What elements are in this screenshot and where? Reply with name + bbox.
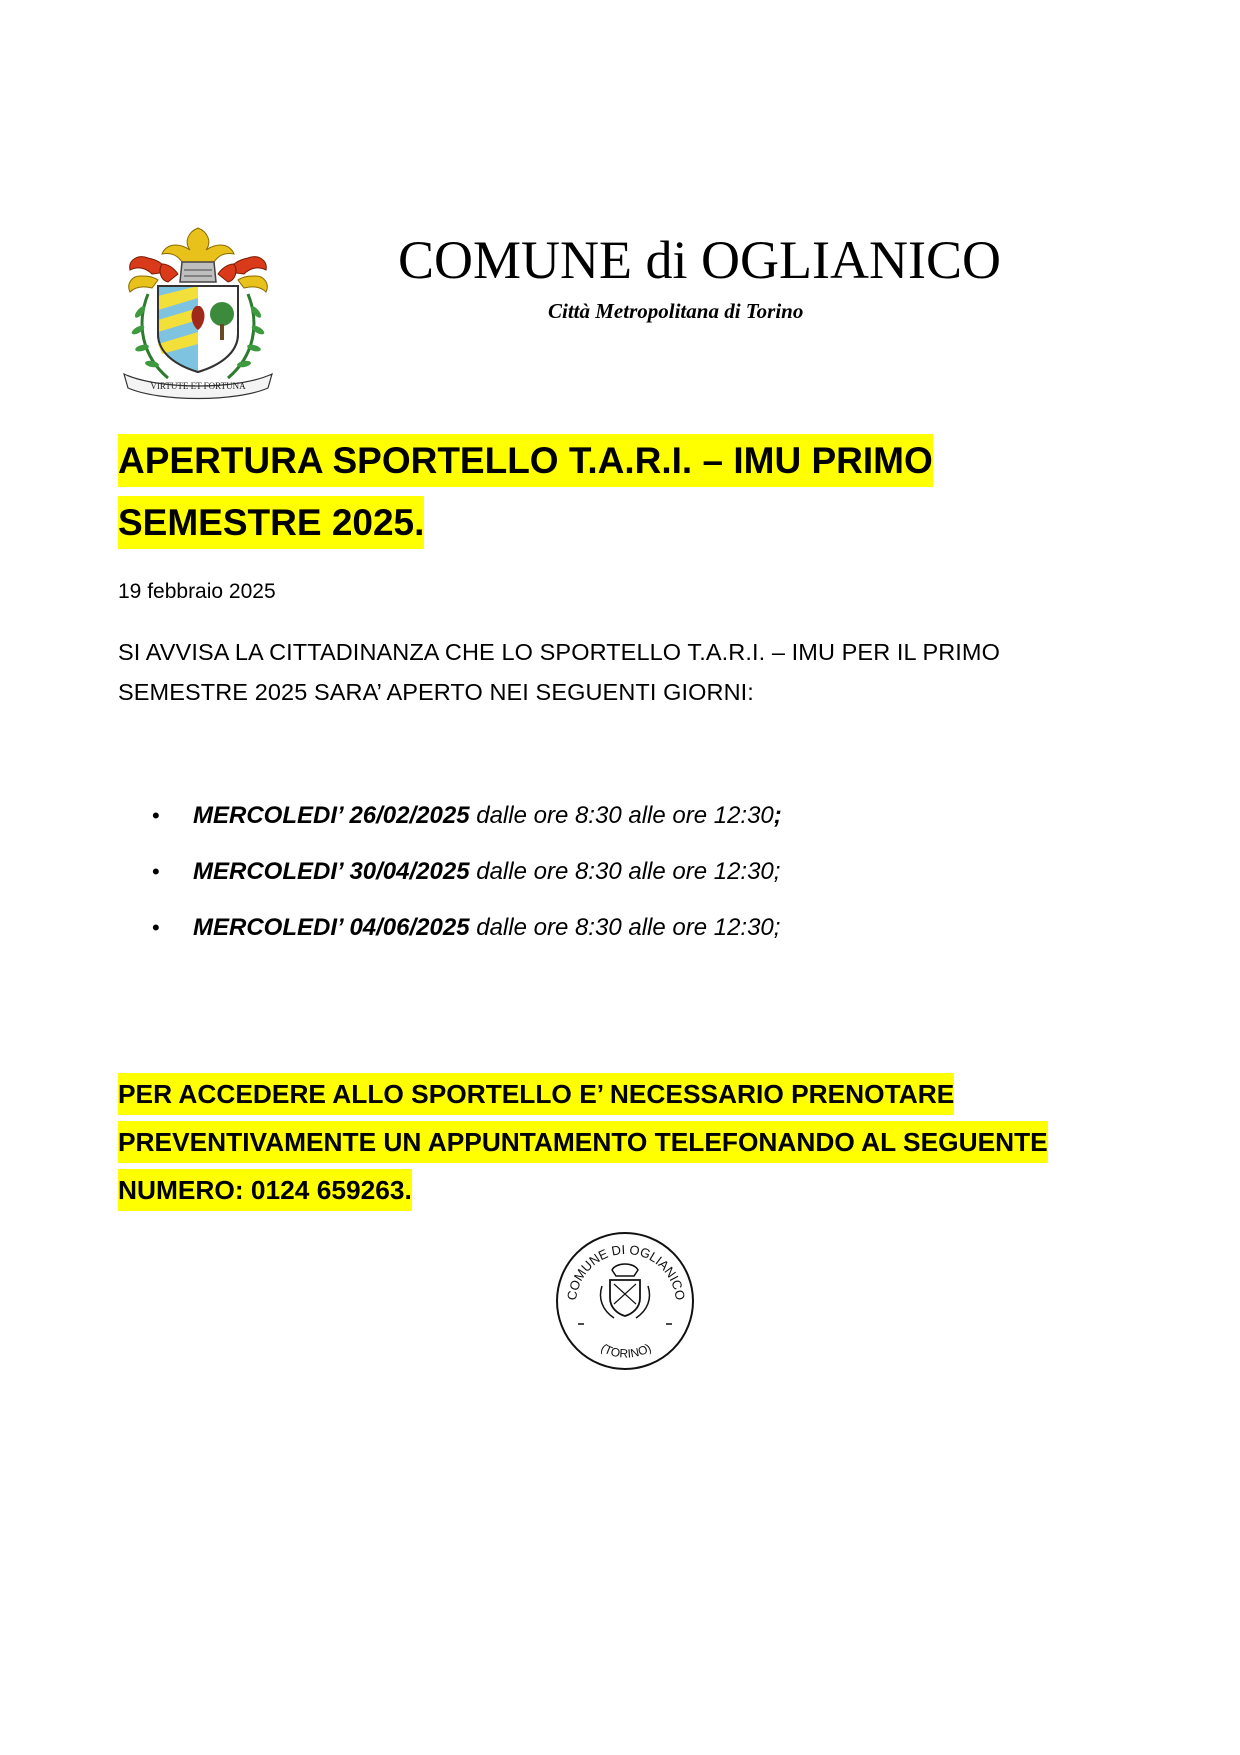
schedule-end: ; <box>773 802 782 829</box>
svg-text:(TORINO) <box>599 1341 654 1361</box>
svg-text:VIRTUTE ET FORTUNA: VIRTUTE ET FORTUNA <box>150 381 246 391</box>
intro-line-1: SI AVVISA LA CITTADINANZA CHE LO SPORTELLO T.A.R.I. – IMU PER IL PRIMO <box>118 639 1000 665</box>
announcement-title <box>118 430 1118 554</box>
schedule-list <box>152 798 1052 966</box>
schedule-hours: dalle ore 8:30 alle ore 12:30; <box>469 858 781 885</box>
municipality-subtitle: Città Metropolitana di Torino <box>548 299 804 323</box>
notice-line-3: NUMERO: 0124 659263. <box>118 1169 412 1211</box>
schedule-day: MERCOLEDI’ 26/02/2025 <box>193 802 470 829</box>
notice-line-2: PREVENTIVAMENTE UN APPUNTAMENTO TELEFONANDO AL SEGUENTE <box>118 1121 1048 1163</box>
schedule-item <box>152 910 1052 966</box>
bullet-icon: • <box>152 915 160 940</box>
bullet-icon: • <box>152 859 160 884</box>
schedule-item <box>152 798 1052 854</box>
announcement-date: 19 febbraio 2025 <box>118 580 276 603</box>
official-stamp-icon <box>554 1228 696 1374</box>
bullet-icon: • <box>152 803 160 828</box>
schedule-day: MERCOLEDI’ 30/04/2025 <box>193 858 470 885</box>
notice-line-1: PER ACCEDERE ALLO SPORTELLO E’ NECESSARIO PRENOTARE <box>118 1073 954 1115</box>
stamp-text-top: COMUNE DI OGLIANICO <box>564 1241 688 1302</box>
title-line-1: APERTURA SPORTELLO T.A.R.I. – IMU PRIMO <box>118 434 933 487</box>
title-line-2: SEMESTRE 2025. <box>118 496 424 549</box>
schedule-day: MERCOLEDI’ 04/06/2025 <box>193 914 470 941</box>
schedule-hours: dalle ore 8:30 alle ore 12:30 <box>469 802 774 829</box>
booking-notice <box>118 1070 1128 1214</box>
schedule-hours: dalle ore 8:30 alle ore 12:30; <box>469 914 781 941</box>
stamp-text-bottom: (TORINO) <box>598 1340 654 1361</box>
intro-line-2: SEMESTRE 2025 SARA’ APERTO NEI SEGUENTI GIORNI: <box>118 679 754 705</box>
coat-of-arms-icon <box>118 224 278 402</box>
municipality-name: COMUNE di OGLIANICO <box>398 230 1001 290</box>
announcement-intro <box>118 632 1118 712</box>
schedule-item <box>152 854 1052 910</box>
